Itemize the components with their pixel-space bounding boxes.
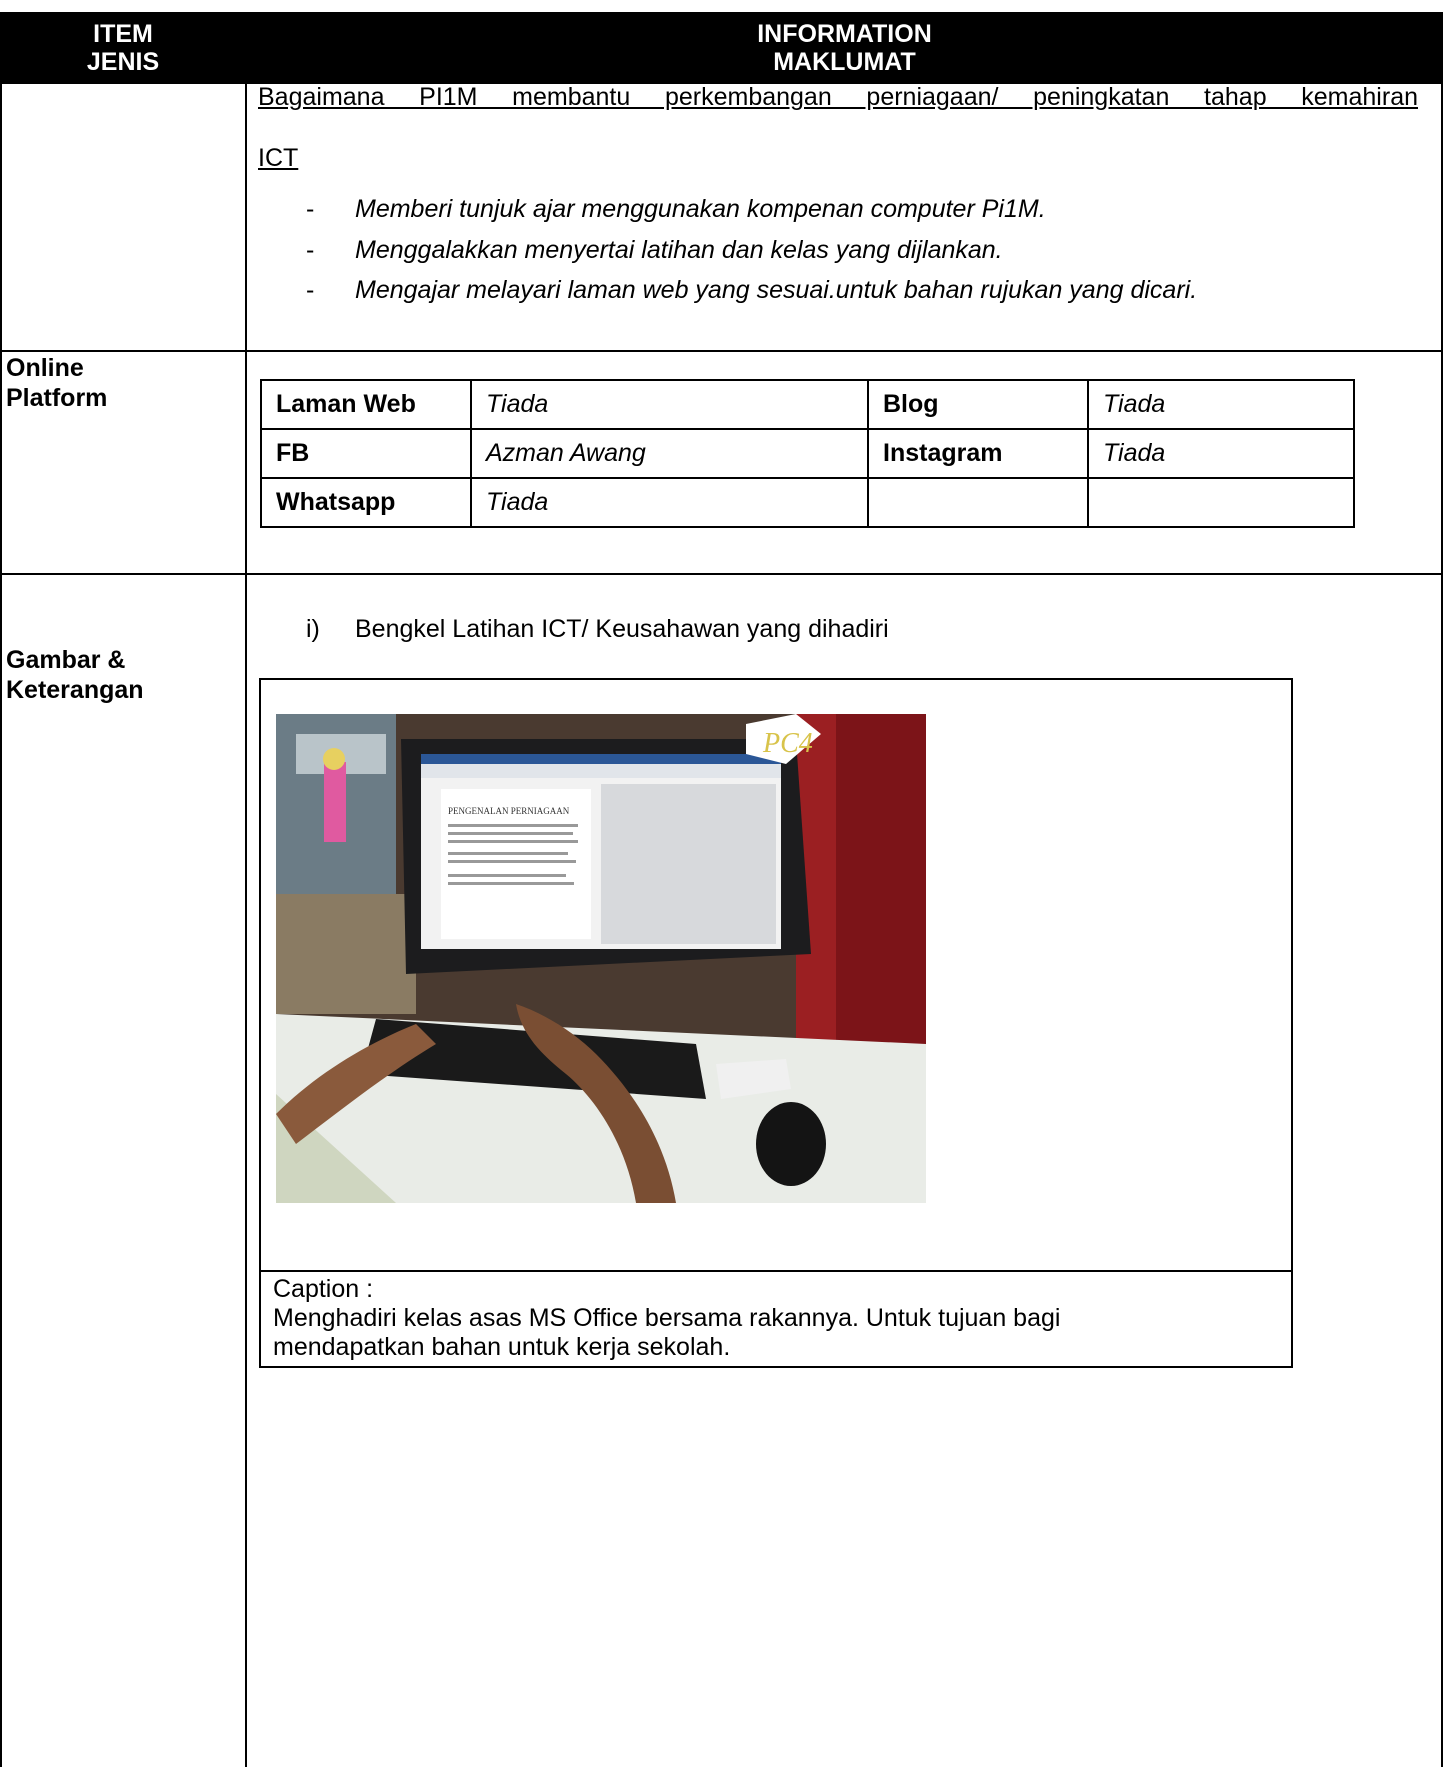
row-label-keterangan: Keterangan [6,676,144,704]
bullet-dash: - [306,276,315,304]
table-row [261,380,1354,429]
caption-label: Caption : [273,1275,374,1303]
header-information-cell [246,12,1443,84]
table-column-divider [245,12,247,1767]
photo-frame [259,678,1293,1368]
header-information-label: INFORMATION [757,20,932,48]
table-cell-key: FB [261,429,471,478]
caption-text-line: Menghadiri kelas asas MS Office bersama rakannya. Untuk tujuan bagi [273,1304,1061,1332]
bullet-item: Menggalakkan menyertai latihan dan kelas yang dijlankan. [355,236,1003,264]
section-heading: Bagaimana PI1M membantu perkembangan perniagaan/ peningkatan tahap kemahiran [258,83,1418,111]
table-cell-value: Tiada [471,380,868,429]
table-border-left [0,12,2,1767]
section-heading-continued: ICT [258,144,299,172]
table-cell-key: Blog [868,380,1088,429]
table-cell-key: Whatsapp [261,478,471,527]
table-cell-value [1088,478,1354,527]
list-item-text: Bengkel Latihan ICT/ Keusahawan yang dihadiri [355,615,889,643]
photo-doc-title: PENGENALAN PERNIAGAAN [448,806,570,816]
caption-divider [261,1270,1291,1272]
table-cell-key: Instagram [868,429,1088,478]
row-divider [0,573,1443,575]
row-label-gambar: Gambar & [6,646,126,674]
list-numeral: i) [306,615,320,643]
header-item-label: ITEM [93,20,153,48]
caption-text-line: mendapatkan bahan untuk kerja sekolah. [273,1333,731,1361]
header-jenis-label: JENIS [86,48,160,76]
bullet-item: Mengajar melayari laman web yang sesuai.untuk bahan rujukan yang dicari. [355,276,1198,304]
row-divider [0,350,1443,352]
header-item-cell [0,12,246,84]
row-label-online: Online [6,354,84,382]
platform-table [260,379,1355,528]
table-cell-value: Tiada [1088,380,1354,429]
table-cell-value: Tiada [471,478,868,527]
row-label-platform: Platform [6,384,108,412]
bullet-dash: - [306,236,315,264]
table-cell-value: Azman Awang [471,429,868,478]
table-cell-key: Laman Web [261,380,471,429]
workshop-photo-illustration [276,714,926,1203]
table-row [261,429,1354,478]
header-maklumat-label: MAKLUMAT [773,48,916,76]
table-cell-key [868,478,1088,527]
workshop-photo [276,714,926,1203]
bullet-dash: - [306,195,315,223]
table-cell-value: Tiada [1088,429,1354,478]
table-row [261,478,1354,527]
bullet-item: Memberi tunjuk ajar menggunakan kompenan computer Pi1M. [355,195,1046,223]
sticker-text: PC4 [763,728,813,759]
